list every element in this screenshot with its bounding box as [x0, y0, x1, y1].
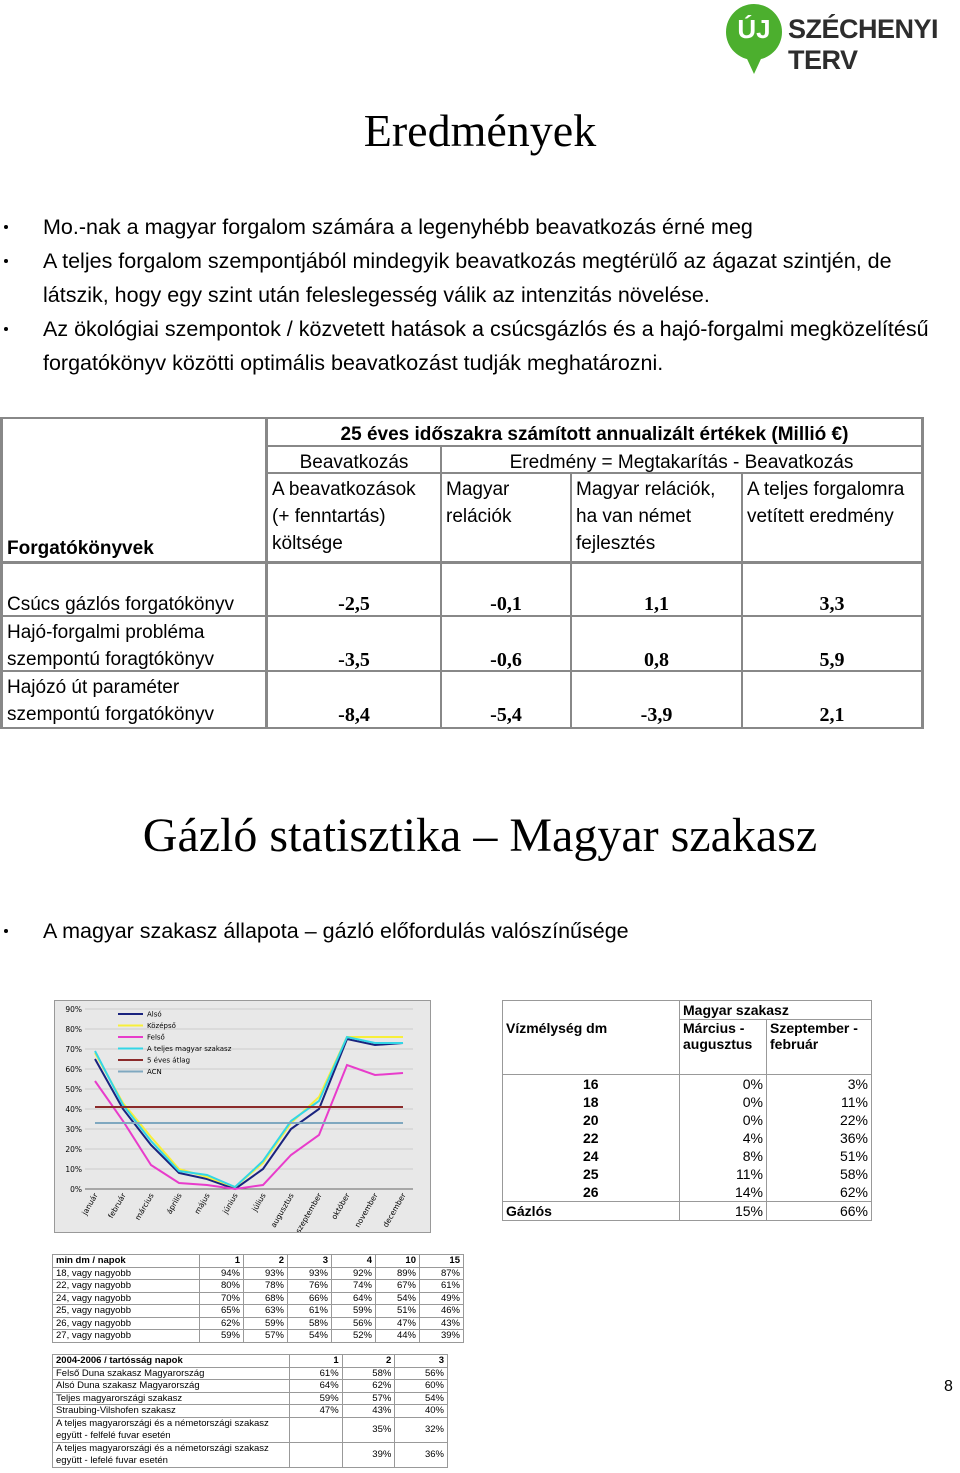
value-cell: 62% — [342, 1380, 395, 1393]
value-cell: 1,1 — [644, 593, 669, 615]
legend-label: Felső — [147, 1033, 165, 1042]
value-cell: 59% — [244, 1317, 288, 1330]
x-tick-label: október — [329, 1191, 352, 1222]
szechenyi-logo — [712, 0, 960, 80]
value-cell: 58% — [288, 1317, 332, 1330]
row-label: 27, vagy nagyobb — [53, 1330, 200, 1343]
spring-cell: 8% — [680, 1147, 767, 1165]
header-cell: 2004-2006 / tartósság napok — [53, 1355, 290, 1368]
y-tick-label: 30% — [65, 1125, 82, 1134]
value-cell: -3,9 — [640, 704, 673, 726]
x-tick-label: március — [133, 1191, 156, 1222]
value-cell: 40% — [395, 1405, 448, 1418]
legend-label: Középső — [147, 1022, 176, 1030]
row-label: 26, vagy nagyobb — [53, 1317, 200, 1330]
gazlos-label: Gázlós — [503, 1201, 680, 1220]
table-row — [503, 1147, 872, 1165]
value-cell: 59% — [290, 1392, 343, 1405]
group-eredmeny: Eredmény = Megtakarítás - Beavatkozás — [509, 452, 854, 473]
autumn-cell: 62% — [839, 1183, 868, 1200]
autumn-cell: 22% — [839, 1111, 868, 1128]
value-cell: 60% — [395, 1380, 448, 1393]
value-cell — [290, 1417, 343, 1442]
page-title: Eredmények — [363, 105, 597, 156]
row-label: A teljes magyarországi és a németországi szakasz együtt - lefelé fuvar esetén — [53, 1442, 290, 1467]
autumn-header: Szeptember - február — [767, 1020, 872, 1075]
value-cell: 44% — [376, 1330, 420, 1343]
value-cell: 49% — [420, 1292, 464, 1305]
value-cell: 54% — [395, 1392, 448, 1405]
table-row — [503, 1074, 872, 1093]
value-cell: 51% — [376, 1305, 420, 1318]
y-tick-label: 90% — [65, 1005, 82, 1014]
value-cell: 47% — [376, 1317, 420, 1330]
x-tick-label: január — [80, 1191, 100, 1217]
spring-cell: 4% — [680, 1129, 767, 1147]
table-row — [53, 1380, 448, 1393]
header-cell: 4 — [332, 1255, 376, 1268]
row-label: Alsó Duna szakasz Magyarország — [53, 1380, 290, 1393]
depth-cell: 22 — [503, 1129, 680, 1147]
logo-name: SZÉCHENYI TERV — [788, 14, 939, 75]
autumn-cell: 51% — [839, 1147, 868, 1164]
value-cell: 74% — [332, 1280, 376, 1293]
value-cell: 64% — [290, 1380, 343, 1393]
value-cell: 92% — [332, 1267, 376, 1280]
autumn-cell: 36% — [839, 1129, 868, 1146]
value-cell: 59% — [200, 1330, 244, 1343]
value-cell: 80% — [200, 1280, 244, 1293]
table-row — [503, 1165, 872, 1183]
header-cell: 3 — [288, 1255, 332, 1268]
value-cell: 57% — [342, 1392, 395, 1405]
bullet-item: A teljes forgalom szempontjából mindegyik beavatkozás megtérülő az ágazat szintjén, de látszik, hogy egy szint után feleslegesség válik az intenzitás növelése. — [0, 244, 960, 312]
results-title: 25 éves időszakra számított annualizált értékek (Millió €) — [340, 424, 849, 445]
value-cell: 93% — [288, 1267, 332, 1280]
table-row — [53, 1405, 448, 1418]
value-cell: 94% — [200, 1267, 244, 1280]
x-tick-label: február — [106, 1191, 128, 1220]
header-cell: 10 — [376, 1255, 420, 1268]
y-tick-label: 50% — [65, 1085, 82, 1094]
depth-cell: 25 — [503, 1165, 680, 1183]
depth-cell: 20 — [503, 1111, 680, 1129]
value-cell: 36% — [395, 1442, 448, 1467]
header-cell: 3 — [395, 1355, 448, 1368]
table-row — [53, 1317, 464, 1330]
value-cell: 64% — [332, 1292, 376, 1305]
y-tick-label: 0% — [70, 1185, 82, 1194]
table-row — [53, 1392, 448, 1405]
x-tick-label: december — [380, 1191, 408, 1229]
row-label: Teljes magyarországi szakasz — [53, 1392, 290, 1405]
gazlos-spring: 15% — [680, 1201, 767, 1220]
value-cell: 54% — [288, 1330, 332, 1343]
value-cell: 67% — [376, 1280, 420, 1293]
table-header-row — [53, 1355, 448, 1368]
value-cell: 47% — [290, 1405, 343, 1418]
table-row — [53, 1305, 464, 1318]
x-tick-label: szeptember — [293, 1191, 324, 1232]
table-row — [503, 1129, 872, 1147]
spring-header: Március - augusztus — [680, 1020, 767, 1075]
value-cell: 63% — [244, 1305, 288, 1318]
value-cell: 61% — [420, 1280, 464, 1293]
value-cell: 65% — [200, 1305, 244, 1318]
value-cell — [290, 1442, 343, 1467]
header-cell: 15 — [420, 1255, 464, 1268]
x-tick-label: május — [192, 1191, 212, 1216]
value-cell: -0,1 — [490, 593, 522, 615]
value-cell: 39% — [342, 1442, 395, 1467]
table-group-header: Magyar szakasz — [680, 1001, 872, 1020]
table-row — [53, 1292, 464, 1305]
value-cell: 35% — [342, 1417, 395, 1442]
depth-cell: 24 — [503, 1147, 680, 1165]
header-cell: min dm / napok — [53, 1255, 200, 1268]
x-tick-label: április — [164, 1191, 184, 1216]
bullet-item: Az ökológiai szempontok / közvetett hatások a csúcsgázlós és a hajó-forgalmi megközelítésű forgatókönyv közötti optimális beavatkozást tudják meghatározni. — [0, 312, 960, 380]
scenario-label: Hajózó út paraméter szempontú forgatókönyv — [7, 677, 215, 725]
row-label: 22, vagy nagyobb — [53, 1280, 200, 1293]
col-head-nemet: Magyar relációk, ha van német fejlesztés — [576, 479, 716, 554]
value-cell: 46% — [420, 1305, 464, 1318]
water-depth-table — [502, 1000, 872, 1221]
value-cell: -0,6 — [490, 649, 522, 671]
gazlo-chart — [54, 1000, 431, 1233]
value-cell: 58% — [342, 1367, 395, 1380]
value-cell: 2,1 — [819, 704, 845, 726]
value-cell: 61% — [288, 1305, 332, 1318]
spring-cell: 14% — [680, 1183, 767, 1202]
header-cell: 2 — [244, 1255, 288, 1268]
row-label: A teljes magyarországi és a németországi szakasz együtt - felfelé fuvar esetén — [53, 1417, 290, 1442]
value-cell: 78% — [244, 1280, 288, 1293]
value-cell: -8,4 — [338, 704, 370, 726]
y-tick-label: 10% — [65, 1165, 82, 1174]
gazlos-autumn: 66% — [839, 1202, 868, 1219]
table-row — [53, 1330, 464, 1343]
page-number: 8 — [944, 1378, 953, 1395]
header-cell: 1 — [290, 1355, 343, 1368]
value-cell: 56% — [395, 1367, 448, 1380]
row-label: 24, vagy nagyobb — [53, 1292, 200, 1305]
y-tick-label: 20% — [65, 1145, 82, 1154]
col-head-cost: A beavatkozások (+ fenntartás) költsége — [272, 479, 416, 554]
header-cell: 2 — [342, 1355, 395, 1368]
results-table — [0, 417, 924, 729]
logo-mark: ÚJ — [737, 14, 771, 44]
value-cell: 66% — [288, 1292, 332, 1305]
value-cell: 3,3 — [819, 593, 845, 615]
row-label: Felső Duna szakasz Magyarország — [53, 1367, 290, 1380]
depth-header: Vízmélység dm — [503, 1020, 680, 1075]
scenario-label: Hajó-forgalmi probléma szempontú foragtókönyv — [7, 622, 215, 670]
value-cell: 76% — [288, 1280, 332, 1293]
spring-cell: 0% — [680, 1074, 767, 1093]
spring-cell: 11% — [680, 1165, 767, 1183]
rowhead-forgatokonyvek: Forgatókönyvek — [7, 538, 154, 559]
y-tick-label: 60% — [65, 1065, 82, 1074]
legend-label: ACN — [147, 1068, 162, 1076]
scenario-label: Csúcs gázlós forgatókönyv — [7, 594, 235, 615]
x-tick-label: augusztus — [268, 1191, 296, 1230]
legend-label: A teljes magyar szakasz — [147, 1045, 232, 1053]
value-cell: 61% — [290, 1367, 343, 1380]
table-row — [503, 1093, 872, 1111]
value-cell: 54% — [376, 1292, 420, 1305]
bullet-list-top — [0, 210, 960, 380]
value-cell: 43% — [420, 1317, 464, 1330]
value-cell: 52% — [332, 1330, 376, 1343]
chart-svg — [55, 1001, 430, 1232]
value-cell: 93% — [244, 1267, 288, 1280]
value-cell: -3,5 — [338, 649, 370, 671]
bullet-item: A magyar szakasz állapota – gázló előfordulás valószínűsége — [0, 914, 960, 948]
value-cell: 32% — [395, 1417, 448, 1442]
value-cell: 39% — [420, 1330, 464, 1343]
autumn-cell: 11% — [841, 1093, 868, 1110]
table-row — [53, 1442, 448, 1467]
row-label: 25, vagy nagyobb — [53, 1305, 200, 1318]
table-row — [53, 1267, 464, 1280]
value-cell: 57% — [244, 1330, 288, 1343]
depth-cell: 16 — [503, 1074, 680, 1093]
col-head-teljes: A teljes forgalomra vetített eredmény — [747, 479, 905, 527]
x-tick-label: június — [220, 1191, 240, 1216]
depth-cell: 26 — [503, 1183, 680, 1202]
duration-table — [52, 1354, 448, 1468]
y-tick-label: 80% — [65, 1025, 82, 1034]
autumn-cell: 3% — [847, 1075, 868, 1092]
min-depth-table — [52, 1254, 464, 1343]
value-cell: 89% — [376, 1267, 420, 1280]
table-row — [53, 1280, 464, 1293]
bullet-list-bottom — [0, 914, 960, 948]
y-tick-label: 40% — [65, 1105, 82, 1114]
spring-cell: 0% — [680, 1111, 767, 1129]
value-cell: 0,8 — [644, 649, 669, 671]
table-header-row — [53, 1255, 464, 1268]
legend-label: Alsó — [147, 1010, 162, 1019]
y-tick-label: 70% — [65, 1045, 82, 1054]
spring-cell: 0% — [680, 1093, 767, 1111]
x-tick-label: július — [250, 1191, 268, 1214]
value-cell: 59% — [332, 1305, 376, 1318]
row-label: Straubing-Vilshofen szakasz — [53, 1405, 290, 1418]
value-cell: 70% — [200, 1292, 244, 1305]
group-beavatkozas: Beavatkozás — [299, 452, 409, 473]
x-tick-label: november — [352, 1191, 380, 1230]
row-label: 18, vagy nagyobb — [53, 1267, 200, 1280]
autumn-cell: 58% — [839, 1165, 868, 1182]
value-cell: 5,9 — [819, 649, 845, 671]
section-title: Gázló statisztika – Magyar szakasz — [142, 809, 818, 862]
value-cell: 62% — [200, 1317, 244, 1330]
value-cell: -2,5 — [338, 593, 370, 615]
value-cell: 43% — [342, 1405, 395, 1418]
depth-cell: 18 — [503, 1093, 680, 1111]
value-cell: 68% — [244, 1292, 288, 1305]
value-cell: -5,4 — [490, 704, 522, 726]
legend-label: 5 éves átlag — [147, 1056, 191, 1065]
table-row — [503, 1183, 872, 1202]
table-row — [503, 1111, 872, 1129]
value-cell: 87% — [420, 1267, 464, 1280]
value-cell: 56% — [332, 1317, 376, 1330]
bullet-item: Mo.-nak a magyar forgalom számára a legenyhébb beavatkozás érné meg — [0, 210, 960, 244]
header-cell: 1 — [200, 1255, 244, 1268]
table-row — [53, 1367, 448, 1380]
table-row — [53, 1417, 448, 1442]
col-head-magyar: Magyar relációk — [446, 479, 512, 527]
